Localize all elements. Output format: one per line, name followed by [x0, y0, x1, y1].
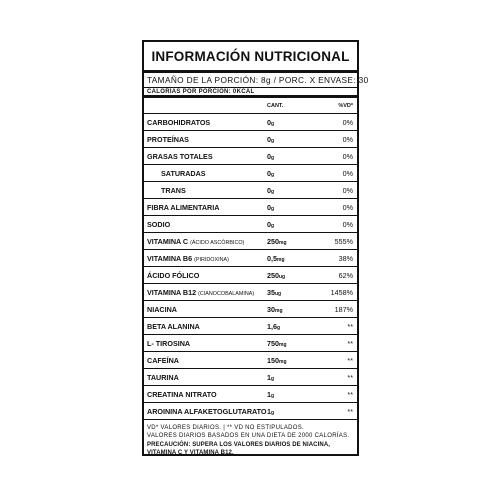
amount-value: 0	[267, 202, 271, 212]
nutrient-vd: 0%	[342, 134, 353, 144]
amount-value: 250	[267, 236, 279, 246]
amount-value: 35	[267, 287, 275, 297]
table-row	[144, 233, 357, 250]
nutrient-vd: **	[347, 389, 353, 399]
amount-unit: g	[271, 188, 275, 195]
amount-value: 0	[267, 151, 271, 161]
nutrient-vd: **	[347, 355, 353, 365]
nutrient-amount	[267, 305, 315, 314]
nutrient-amount	[267, 322, 315, 331]
nutrient-amount	[267, 169, 315, 178]
amount-unit: g	[271, 154, 275, 161]
nutrient-label: TAURINA	[147, 372, 179, 382]
amount-unit: g	[271, 120, 275, 127]
nutrient-amount	[267, 288, 315, 297]
nutrient-amount	[267, 203, 315, 212]
nutrient-label: FIBRA ALIMENTARIA	[147, 202, 220, 212]
nutrient-name	[144, 407, 267, 416]
amount-unit: g	[271, 392, 275, 399]
nutrient-label: VITAMINA B12	[147, 287, 197, 297]
table-row	[144, 114, 357, 131]
nutrient-label: GRASAS TOTALES	[147, 151, 213, 161]
nutrient-vd: 38%	[338, 253, 353, 263]
nutrient-sublabel: (CIANOCOBALAMINA)	[198, 290, 255, 297]
amount-unit: mg	[279, 358, 287, 365]
nutrient-label: BETA ALANINA	[147, 321, 200, 331]
nutrient-amount	[267, 356, 315, 365]
nutrient-amount	[267, 271, 315, 280]
amount-value: 1	[267, 389, 271, 399]
nutrition-facts-panel	[142, 40, 369, 456]
amount-unit: g	[277, 324, 281, 331]
nutrient-amount	[267, 135, 315, 144]
nutrient-name	[144, 390, 267, 399]
footer-diet-basis: VALORES DIARIOS BASADOS EN UNA DIETA DE 2000 CALORÍAS.	[147, 433, 350, 440]
nutrient-label: AROININA ALFAKETOGLUTARATO	[147, 406, 267, 416]
amount-unit: g	[271, 222, 275, 229]
calories-line: CALORÍAS POR PORCIÓN: 0KCAL	[144, 88, 357, 98]
table-row	[144, 369, 357, 386]
amount-unit: mg	[279, 239, 287, 246]
nutrient-name	[144, 152, 267, 161]
nutrient-vd: **	[347, 338, 353, 348]
amount-unit: g	[271, 137, 275, 144]
table-row	[144, 131, 357, 148]
amount-unit: g	[271, 375, 275, 382]
nutrient-label: SATURADAS	[161, 168, 206, 178]
nutrient-label: VITAMINA B6	[147, 253, 193, 263]
nutrient-label: NIACINA	[147, 304, 177, 314]
amount-unit: g	[271, 409, 275, 416]
amount-value: 0,5	[267, 253, 277, 263]
table-row	[144, 165, 357, 182]
nutrient-vd: 1458%	[330, 287, 353, 297]
amount-unit: mg	[279, 341, 287, 348]
amount-value: 1	[267, 406, 271, 416]
nutrient-vd: 0%	[342, 168, 353, 178]
nutrient-name	[144, 254, 267, 263]
nutrient-name	[144, 169, 267, 178]
nutrient-amount	[267, 220, 315, 229]
nutrient-amount	[267, 237, 315, 246]
nutrient-label: CARBOHIDRATOS	[147, 117, 211, 127]
nutrient-name	[144, 339, 267, 348]
table-row	[144, 148, 357, 165]
nutrient-vd: 0%	[342, 117, 353, 127]
amount-unit: mg	[277, 256, 285, 263]
amount-value: 0	[267, 185, 271, 195]
table-row	[144, 216, 357, 233]
table-row	[144, 301, 357, 318]
table-row	[144, 199, 357, 216]
nutrient-vd: 187%	[334, 304, 353, 314]
amount-value: 750	[267, 338, 279, 348]
nutrient-name	[144, 220, 267, 229]
amount-unit: ug	[279, 273, 286, 280]
nutrient-vd: 555%	[334, 236, 353, 246]
amount-value: 1,6	[267, 321, 277, 331]
amount-unit: g	[271, 171, 275, 178]
nutrient-name	[144, 305, 267, 314]
amount-value: 0	[267, 168, 271, 178]
nutrient-name	[144, 203, 267, 212]
nutrient-label: TRANS	[161, 185, 186, 195]
nutrient-vd: **	[347, 406, 353, 416]
nutrient-label: VITAMINA C	[147, 236, 189, 246]
nutrient-vd: 0%	[342, 219, 353, 229]
nutrient-label: ÁCIDO FÓLICO	[147, 270, 200, 280]
amount-value: 150	[267, 355, 279, 365]
nutrient-name	[144, 356, 267, 365]
nutrient-name	[144, 373, 267, 382]
nutrient-amount	[267, 373, 315, 382]
nutrient-amount	[267, 152, 315, 161]
nutrient-vd: **	[347, 372, 353, 382]
amount-value: 250	[267, 270, 279, 280]
table-row	[144, 352, 357, 369]
table-row	[144, 182, 357, 199]
nutrient-vd: 0%	[342, 202, 353, 212]
table-row	[144, 250, 357, 267]
nutrient-label: PROTEÍNAS	[147, 134, 189, 144]
table-row	[144, 284, 357, 301]
nutrient-amount	[267, 186, 315, 195]
amount-value: 0	[267, 117, 271, 127]
table-row	[144, 318, 357, 335]
amount-value: 1	[267, 372, 271, 382]
nutrient-name	[144, 186, 267, 195]
nutrient-amount	[267, 118, 315, 127]
panel-title: INFORMACIÓN NUTRICIONAL	[144, 42, 357, 73]
nutrient-name	[144, 271, 267, 280]
nutrient-vd: 62%	[338, 270, 353, 280]
nutrient-label: L- TIROSINA	[147, 338, 191, 348]
footer-warning: PRECAUCIÓN: SUPERA LOS VALORES DIARIOS DE NIACINA, VITAMINA C Y VITAMINA B12.	[147, 441, 331, 456]
amount-unit: ug	[275, 290, 282, 297]
nutrient-amount	[267, 407, 315, 416]
nutrient-sublabel: (PIRIDOXINA)	[194, 256, 229, 263]
nutrient-sublabel: (ÁCIDO ASCÓRBICO)	[190, 239, 245, 246]
nutrient-amount	[267, 339, 315, 348]
nutrient-name	[144, 135, 267, 144]
nutrient-table	[144, 114, 357, 420]
nutrient-amount	[267, 254, 315, 263]
nutrient-name	[144, 118, 267, 127]
nutrient-name	[144, 237, 267, 246]
nutrient-vd: 0%	[342, 185, 353, 195]
nutrient-label: SODIO	[147, 219, 171, 229]
nutrient-amount	[267, 390, 315, 399]
table-row	[144, 403, 357, 420]
amount-value: 30	[267, 304, 275, 314]
column-header-vd: %VD*	[338, 102, 353, 109]
amount-value: 0	[267, 219, 271, 229]
table-row	[144, 386, 357, 403]
nutrient-label: CAFEÍNA	[147, 355, 179, 365]
amount-unit: mg	[275, 307, 283, 314]
nutrient-vd: 0%	[342, 151, 353, 161]
column-header-amount: CANT.	[267, 102, 284, 109]
nutrient-vd: **	[347, 321, 353, 331]
table-row	[144, 267, 357, 284]
label-footer	[144, 420, 357, 457]
table-row	[144, 335, 357, 352]
amount-value: 0	[267, 134, 271, 144]
nutrient-name	[144, 288, 267, 297]
column-header-row	[144, 98, 357, 114]
footer-vd-legend: VD* VALORES DIARIOS. | ** VD NO ESTIPULADOS.	[147, 425, 305, 431]
serving-size-line: TAMAÑO DE LA PORCIÓN: 8g / PORC. X ENVASE: 30	[144, 73, 357, 88]
nutrient-label: CREATINA NITRATO	[147, 389, 217, 399]
amount-unit: g	[271, 205, 275, 212]
nutrient-name	[144, 322, 267, 331]
